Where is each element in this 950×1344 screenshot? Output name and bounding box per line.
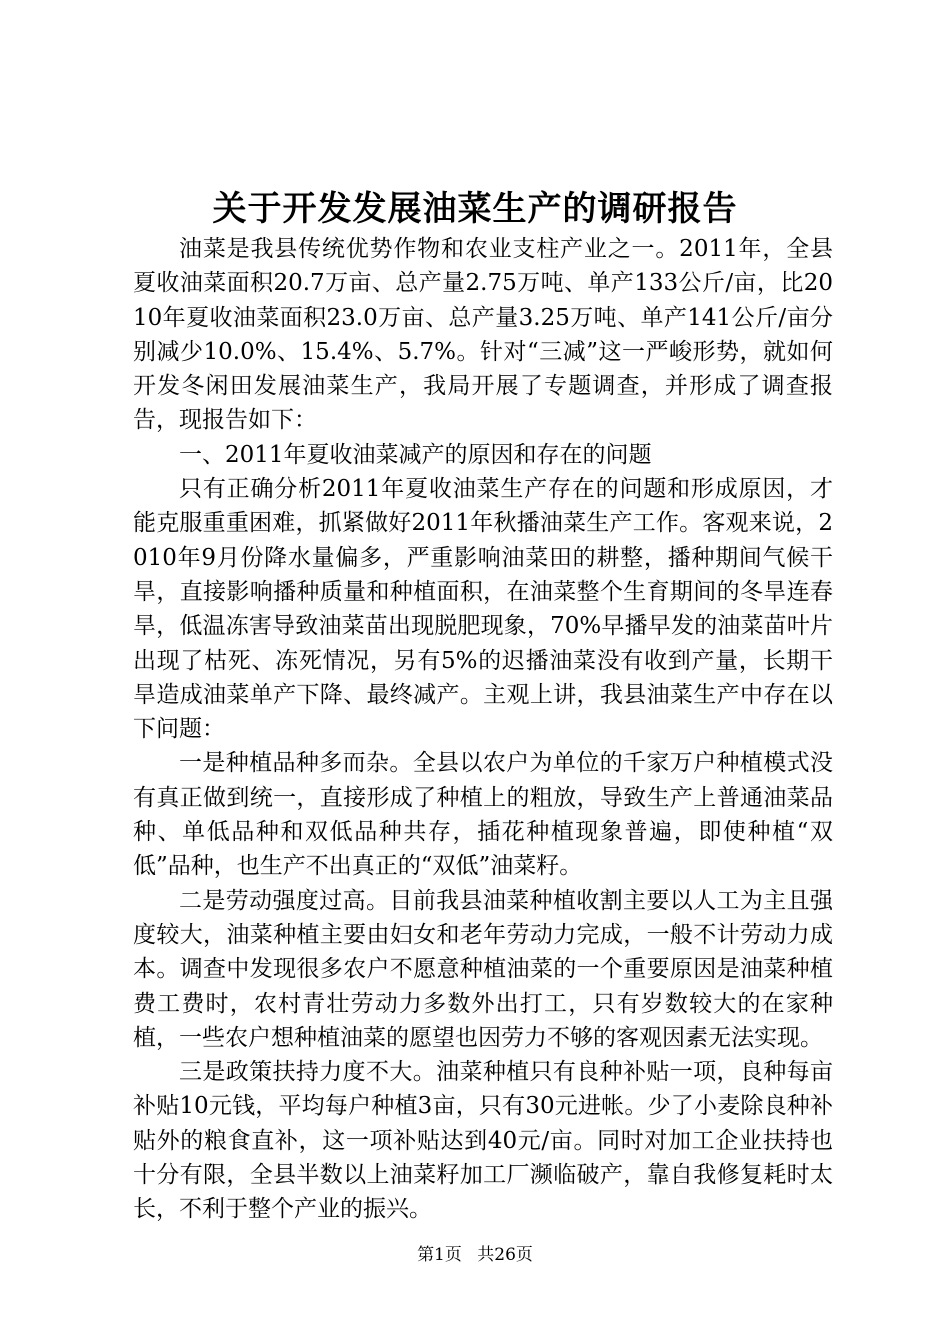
paragraph-problem-2: 二是劳动强度过高。目前我县油菜种植收割主要以人工为主且强度较大，油菜种植主要由妇女和老年劳动力完成，一般不计劳动力成本。调查中发现很多农户不愿意种植油菜的一个重要原因是油菜种植费工费时，农村青壮劳动力多数外出打工，只有岁数较大的在家种植，一些农户想种植油菜的愿望也因劳力不够的客观因素无法实现。 [133, 887, 833, 1051]
paragraph-problem-1: 一是种植品种多而杂。全县以农户为单位的千家万户种植模式没有真正做到统一，直接形成了种植上的粗放，导致生产上普通油菜品种、单低品种和双低品种共存，插花种植现象普遍，即使种植“双低”品种，也生产不出真正的“双低”油菜籽。 [133, 750, 833, 880]
document-title: 关于开发发展油菜生产的调研报告 [212, 189, 738, 229]
section-heading-1: 一、2011年夏收油菜减产的原因和存在的问题 [179, 441, 652, 468]
paragraph-analysis: 只有正确分析2011年夏收油菜生产存在的问题和形成原因，才能克服重重困难，抓紧做好2011年秋播油菜生产工作。客观来说，2010年9月份降水量偏多，严重影响油菜田的耕整，播种期间气候干旱，直接影响播种质量和种植面积，在油菜整个生育期间的冬旱连春旱，低温冻害导致油菜苗出现脱肥现象，70%早播早发的油菜苗叶片出现了枯死、冻死情况，另有5%的迟播油菜没有收到产量，长期干旱造成油菜单产下降、最终减产。主观上讲，我县油菜生产中存在以下问题： [133, 476, 833, 743]
document-body [133, 232, 833, 1227]
page-footer [0, 1243, 950, 1267]
paragraph-problem-3: 三是政策扶持力度不大。油菜种植只有良种补贴一项，良种每亩补贴10元钱，平均每户种植3亩，只有30元进帐。少了小麦除良种补贴外的粮食直补，这一项补贴达到40元/亩。同时对加工企业扶持也十分有限，全县半数以上油菜籽加工厂濒临破产，靠自我修复耗时太长，不利于整个产业的振兴。 [133, 1059, 833, 1223]
page-number: 第1页 [417, 1245, 462, 1265]
paragraph-intro: 油菜是我县传统优势作物和农业支柱产业之一。2011年，全县夏收油菜面积20.7万亩、总产量2.75万吨、单产133公斤/亩，比2010年夏收油菜面积23.0万亩、总产量3.25万吨、单产141公斤/亩分别减少10.0%、15.4%、5.7%。针对“三减”这一严峻形势，就如何开发冬闲田发展油菜生产，我局开展了专题调查，并形成了调查报告，现报告如下： [133, 236, 833, 434]
page-total: 共26页 [477, 1245, 533, 1265]
